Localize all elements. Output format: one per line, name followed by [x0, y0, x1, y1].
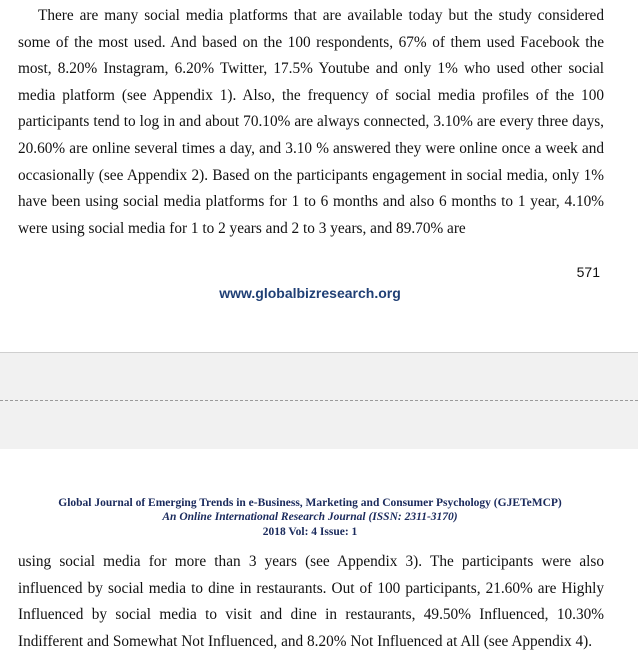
- website-footer-link[interactable]: www.globalbizresearch.org: [219, 285, 401, 301]
- body-paragraph-page-571: There are many social media platforms that are available today but the study considered some of the most used. And based on the 100 respondents, 67% of them used Facebook the most, 8.20% Instagram, 6.20% Twitter, 17.5% Youtube and only 1% who used other social media platform (see Appendix 1). Also, the frequency of social media profiles of the 100 participants tend to log in and about 70.10% are always connected, 3.10% are every three days, 20.60% are online several times a day, and 3.10 % answered they were online once a week and occasionally (see Appendix 2). Based on the participants engagement in social media, only 1% have been using social media platforms for 1 to 6 months and also 6 months to 1 year, 4.10% were using social media for 1 to 2 years and 2 to 3 years, and 89.70% are: [18, 7, 604, 237]
- journal-title: Global Journal of Emerging Trends in e-Business, Marketing and Consumer Psychology (GJETeMCP): [58, 497, 562, 509]
- journal-header: [0, 496, 620, 539]
- journal-issue: 2018 Vol: 4 Issue: 1: [262, 525, 358, 538]
- page-separator-gap: [0, 352, 638, 450]
- page-break-line: [0, 400, 638, 401]
- page-number: 571: [576, 264, 600, 280]
- journal-subtitle: An Online International Research Journal (ISSN: 2311-3170): [162, 511, 458, 524]
- body-paragraph-page-572: using social media for more than 3 years (see Appendix 3). The participants were also influenced by social media to dine in restaurants. Out of 100 participants, 21.60% are Highly Influenced by social media to visit and dine in restaurants, 49.50% Influenced, 10.30% Indifferent and Somewhat Not Influenced, and 8.20% Not Influenced at All (see Appendix 4).: [18, 553, 604, 650]
